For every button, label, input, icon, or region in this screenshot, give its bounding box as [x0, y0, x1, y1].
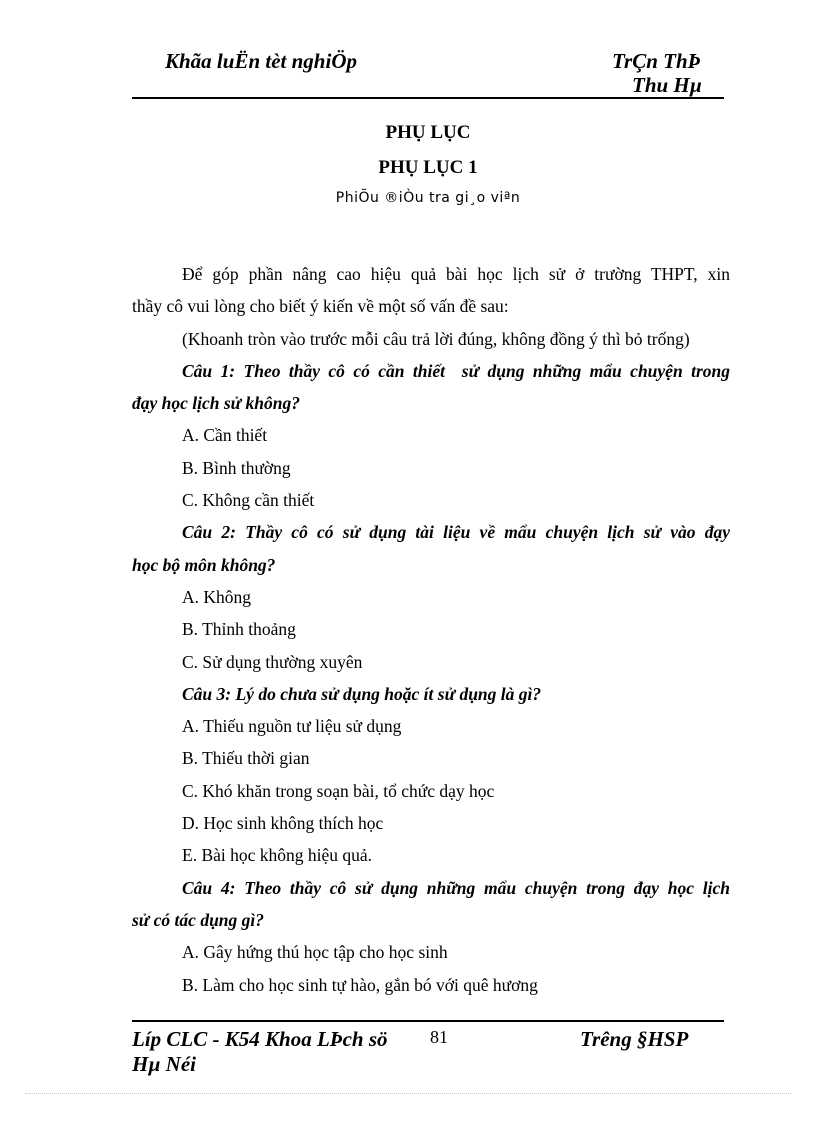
footer-city-label: Hµ Néi [132, 1052, 197, 1076]
question-3-option: D. Học sinh không thích học [182, 813, 384, 834]
question-4-option: A. Gây hứng thú học tập cho học sinh [182, 942, 448, 963]
appendix-heading: PHỤ LỤC 1 [378, 157, 478, 178]
question-2-option: A. Không [182, 586, 252, 607]
question-3: Câu 3: Lý do chưa sử dụng hoặc ít sử dụng là gì? [182, 683, 542, 704]
header-author-line2: Thu Hµ [632, 73, 702, 97]
footer-class-label: Líp CLC - K54 Khoa LÞch sö [132, 1027, 388, 1051]
question-3-option: A. Thiếu nguồn tư liệu sử dụng [182, 716, 402, 737]
footer-school-label: Trêng §HSP [580, 1027, 689, 1051]
appendix-subtitle: PhiÕu ®iÒu tra gi¸o viªn [335, 190, 521, 206]
intro-paragraph-line2: thầy cô vui lòng cho biết ý kiến về một số vấn đề sau: [132, 296, 509, 317]
question-4-line2: sử có tác dụng gì? [132, 909, 265, 930]
question-3-option: E. Bài học không hiệu quả. [182, 845, 373, 866]
page-number: 81 [430, 1027, 448, 1047]
page-title: PHỤ LỤC [385, 122, 471, 143]
question-1-option: A. Cần thiết [182, 425, 268, 446]
question-2-line1: Câu 2: Thầy cô có sử dụng tài liệu về mẩu chuyện lịch sử vào đạy [182, 522, 730, 543]
question-4-option: B. Làm cho học sinh tự hào, gắn bó với quê hương [182, 974, 538, 995]
question-4-line1: Câu 4: Theo thầy cô sử dụng những mẩu chuyện trong đạy học lịch [182, 877, 730, 898]
question-1-option: C. Không cần thiết [182, 490, 315, 511]
question-1-option: B. Bình thường [182, 457, 291, 478]
question-1-line2: đạy học lịch sử không? [132, 393, 301, 414]
question-3-option: B. Thiếu thời gian [182, 748, 310, 769]
page-edge-line [25, 1093, 791, 1094]
intro-instruction: (Khoanh tròn vào trước mỗi câu trả lời đúng, không đồng ý thì bỏ trống) [182, 328, 690, 349]
question-2-option: C. Sử dụng thường xuyên [182, 651, 363, 672]
header-divider [132, 97, 724, 99]
header-author-line1: TrÇn ThÞ [612, 49, 701, 73]
header-thesis-label: Khãa luËn tèt nghiÖp [165, 49, 357, 73]
footer-divider [132, 1020, 724, 1022]
question-2-option: B. Thỉnh thoảng [182, 619, 296, 640]
question-1-line1: Câu 1: Theo thầy cô có cần thiết sử dụng những mẩu chuyện trong [182, 360, 730, 381]
question-3-option: C. Khó khăn trong soạn bài, tổ chức dạy học [182, 780, 495, 801]
intro-paragraph-line1: Để góp phần nâng cao hiệu quả bài học lịch sử ở trường THPT, xin [182, 264, 730, 284]
survey-body [132, 258, 730, 1001]
question-2-line2: học bộ môn không? [132, 554, 276, 575]
